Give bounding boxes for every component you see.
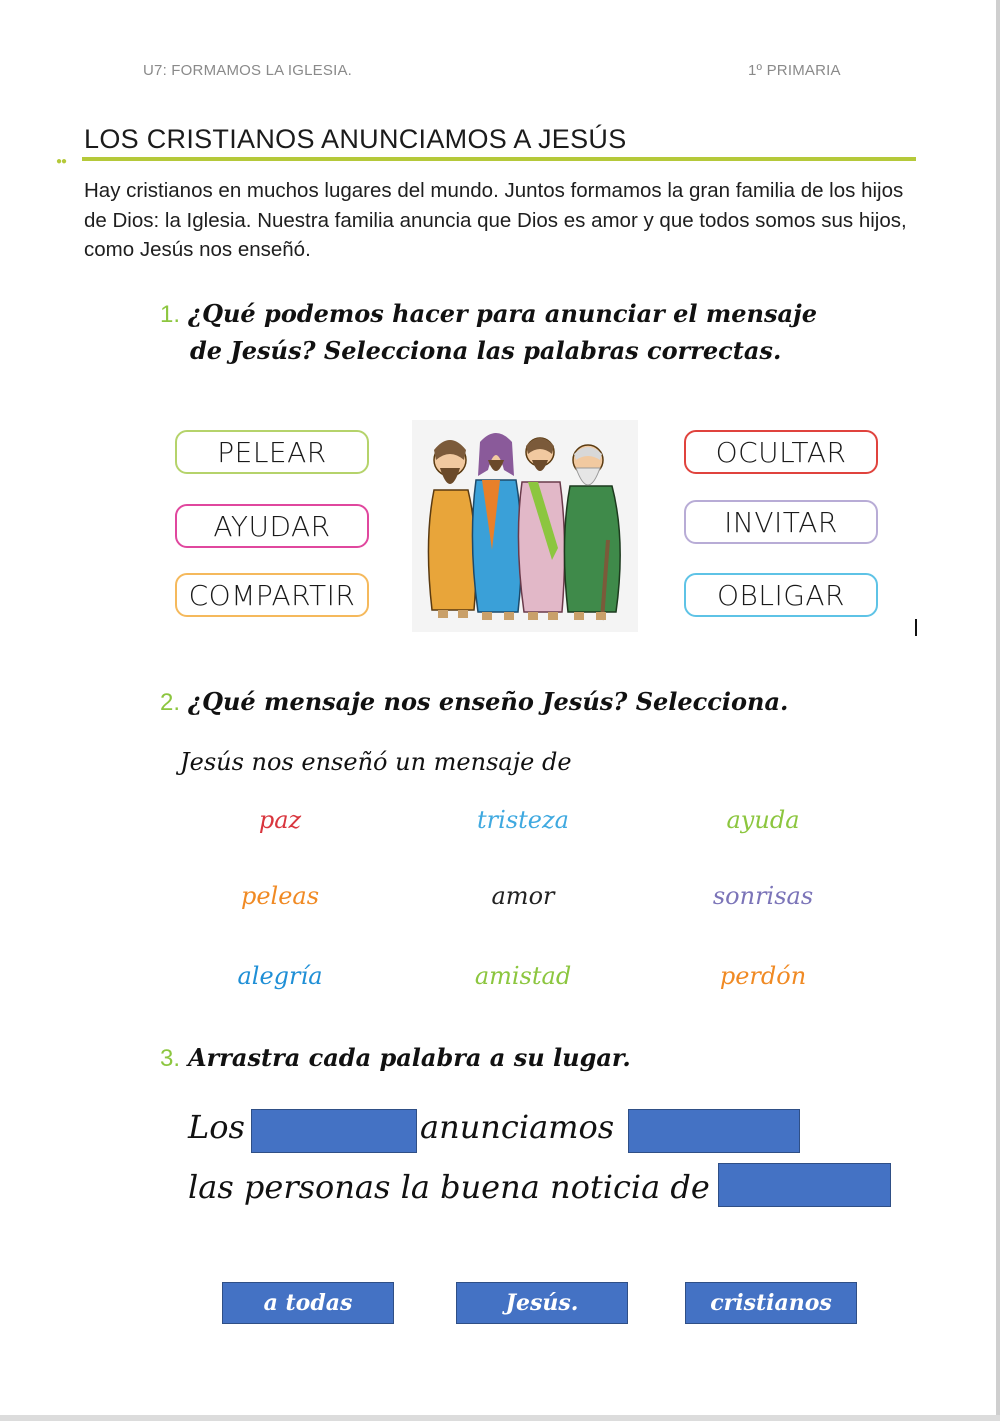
word-tristeza[interactable]: tristeza	[477, 806, 569, 834]
question-2	[160, 684, 788, 721]
option-obligar[interactable]: OBLIGAR	[684, 573, 878, 617]
question-1-line2: de Jesús? Selecciona las palabras correctas.	[190, 336, 782, 365]
title-dots-decoration: ●●	[56, 156, 67, 167]
drop-slot-3[interactable]	[718, 1163, 891, 1207]
grade-header: 1º PRIMARIA	[748, 62, 841, 79]
intro-paragraph: Hay cristianos en muchos lugares del mundo. Juntos formamos la gran familia de los hijos de Dios: la Iglesia. Nuestra familia anuncia que Dios es amor y que todos somos sus hijos, como Jesús nos enseñó.	[84, 179, 907, 261]
question-1-number: 1.	[160, 301, 181, 328]
unit-header: U7: FORMAMOS LA IGLESIA.	[143, 62, 353, 79]
option-compartir[interactable]: COMPARTIR	[175, 573, 369, 617]
option-pelear[interactable]: PELEAR	[175, 430, 369, 474]
page-title: LOS CRISTIANOS ANUNCIAMOS A JESÚS	[84, 124, 627, 154]
word-peleas[interactable]: peleas	[240, 882, 320, 910]
word-amistad[interactable]: amistad	[474, 962, 572, 990]
question-2-number: 2.	[160, 689, 181, 716]
word-alegria[interactable]: alegría	[237, 962, 323, 990]
option-ocultar[interactable]: OCULTAR	[684, 430, 878, 474]
drop-slot-2[interactable]	[628, 1109, 800, 1153]
page-edge-bottom	[0, 1415, 1000, 1421]
option-ayudar[interactable]: AYUDAR	[175, 504, 369, 548]
sentence-anunciamos: anunciamos	[420, 1108, 615, 1146]
word-amor[interactable]: amor	[491, 882, 555, 910]
apostles-illustration	[412, 420, 638, 632]
sentence-los: Los	[188, 1108, 245, 1146]
page-edge-shadow	[996, 0, 1000, 1421]
word-perdon[interactable]: perdón	[719, 962, 807, 990]
word-sonrisas[interactable]: sonrisas	[712, 882, 814, 910]
question-2-text: ¿Qué mensaje nos enseño Jesús? Selecciona.	[188, 687, 789, 716]
question-3	[160, 1040, 631, 1077]
option-invitar[interactable]: INVITAR	[684, 500, 878, 544]
question-3-text: Arrastra cada palabra a su lugar.	[188, 1043, 631, 1072]
question-1-line1: ¿Qué podemos hacer para anunciar el mensaje	[188, 299, 817, 328]
question-1	[160, 296, 860, 369]
drag-chip-cristianos[interactable]: cristianos	[685, 1282, 857, 1324]
title-underline	[82, 157, 916, 161]
word-paz[interactable]: paz	[258, 806, 302, 834]
question-2-sentence: Jesús nos enseñó un mensaje de	[180, 748, 572, 776]
word-ayuda[interactable]: ayuda	[726, 806, 800, 834]
sentence-line2: las personas la buena noticia de	[188, 1168, 710, 1206]
drop-slot-1[interactable]	[251, 1109, 417, 1153]
text-cursor	[915, 619, 917, 636]
drag-chip-jesus[interactable]: Jesús.	[456, 1282, 628, 1324]
question-3-number: 3.	[160, 1045, 181, 1072]
drag-chip-a-todas[interactable]: a todas	[222, 1282, 394, 1324]
